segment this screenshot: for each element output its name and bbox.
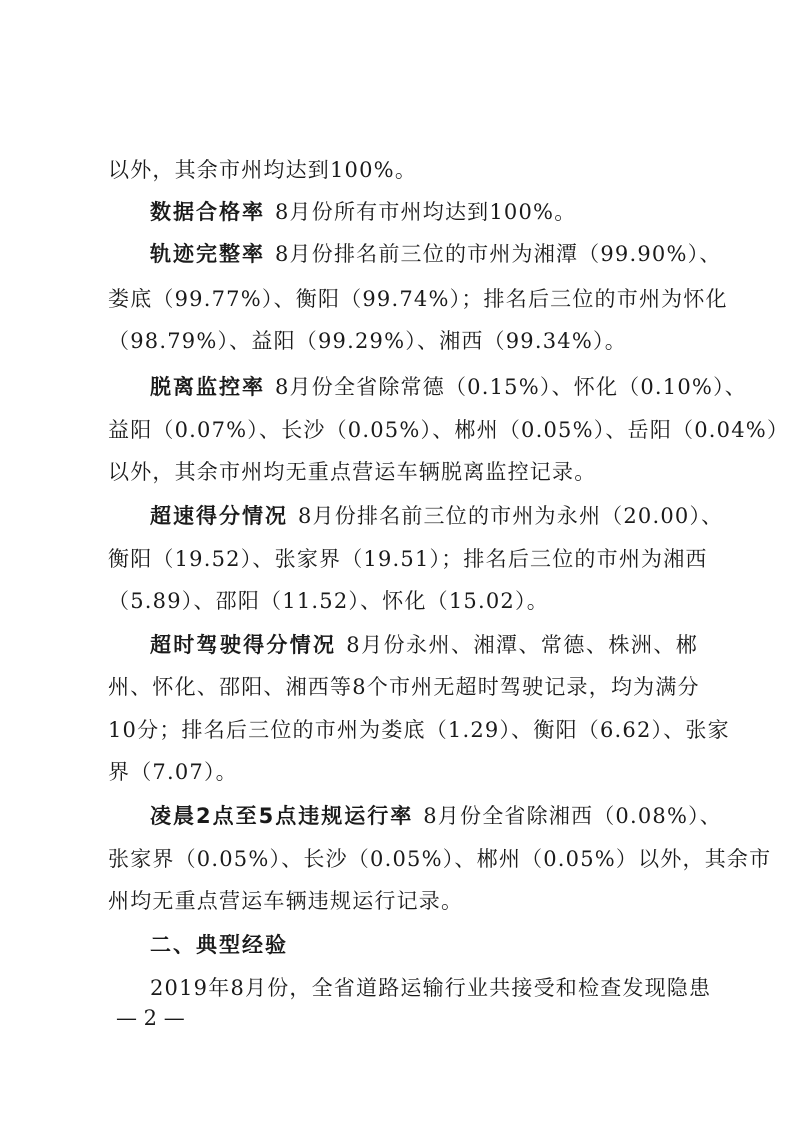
- paragraph-line: （98.79%）、益阳（99.29%）、湘西（99.34%）。: [108, 329, 627, 353]
- paragraph-text: 8月份所有市州均达到100%。: [275, 200, 577, 224]
- paragraph-line: 衡阳（19.52）、张家界（19.51）；排名后三位的市州为湘西: [108, 547, 708, 571]
- paragraph-line: 界（7.07）。: [108, 760, 238, 784]
- section-heading-data-qualification-rate: 数据合格率: [150, 200, 265, 224]
- paragraph-overtime-driving: [150, 625, 698, 665]
- paragraph-speeding-score: [150, 496, 724, 536]
- paragraph-off-monitoring: [150, 367, 747, 407]
- page-number: — 2 —: [116, 1006, 185, 1030]
- section-heading-speeding-score: 超速得分情况: [150, 504, 288, 528]
- paragraph-line: 2019年8月份，全省道路运输行业共接受和检查发现隐患: [150, 976, 712, 1000]
- section-heading-track-integrity-rate: 轨迹完整率: [150, 242, 265, 266]
- section-heading-off-monitoring-rate: 脱离监控率: [150, 375, 265, 399]
- section-heading-night-violation-rate: 凌晨2点至5点违规运行率: [150, 804, 414, 828]
- paragraph-line: 以外，其余市州均达到100%。: [108, 158, 418, 182]
- paragraph-line: 10分；排名后三位的市州为娄底（1.29）、衡阳（6.62）、张家: [108, 718, 730, 742]
- paragraph-text: 8月份排名前三位的市州为湘潭（99.90%）、: [275, 242, 722, 266]
- paragraph-line: 益阳（0.07%）、长沙（0.05%）、郴州（0.05%）、岳阳（0.04%）: [108, 418, 790, 442]
- paragraph-line: （5.89）、邵阳（11.52）、怀化（15.02）。: [108, 589, 549, 613]
- paragraph-text: 8月份永州、湘潭、常德、株洲、郴: [346, 633, 699, 657]
- paragraph-text: 8月份全省除湘西（0.08%）、: [423, 804, 723, 828]
- section-title-typical-experience: [150, 925, 698, 965]
- section-title: 二、典型经验: [150, 933, 288, 957]
- section-heading-overtime-driving-score: 超时驾驶得分情况: [150, 633, 337, 657]
- paragraph-data-qualification: [150, 192, 698, 232]
- paragraph-line: 以外，其余市州均无重点营运车辆脱离监控记录。: [108, 460, 597, 484]
- paragraph-track-integrity: [150, 234, 722, 274]
- paragraph-line: 娄底（99.77%）、衡阳（99.74%）；排名后三位的市州为怀化: [108, 287, 728, 311]
- paragraph-text: 8月份排名前三位的市州为永州（20.00）、: [298, 504, 724, 528]
- paragraph-text: 8月份全省除常德（0.15%）、怀化（0.10%）、: [275, 375, 747, 399]
- paragraph-night-violation: [150, 796, 723, 836]
- paragraph-line: 州、怀化、邵阳、湘西等8个市州无超时驾驶记录，均为满分: [108, 675, 700, 699]
- paragraph-line: 州均无重点营运车辆违规运行记录。: [108, 889, 464, 913]
- paragraph-line: 张家界（0.05%）、长沙（0.05%）、郴州（0.05%）以外，其余市: [108, 847, 772, 871]
